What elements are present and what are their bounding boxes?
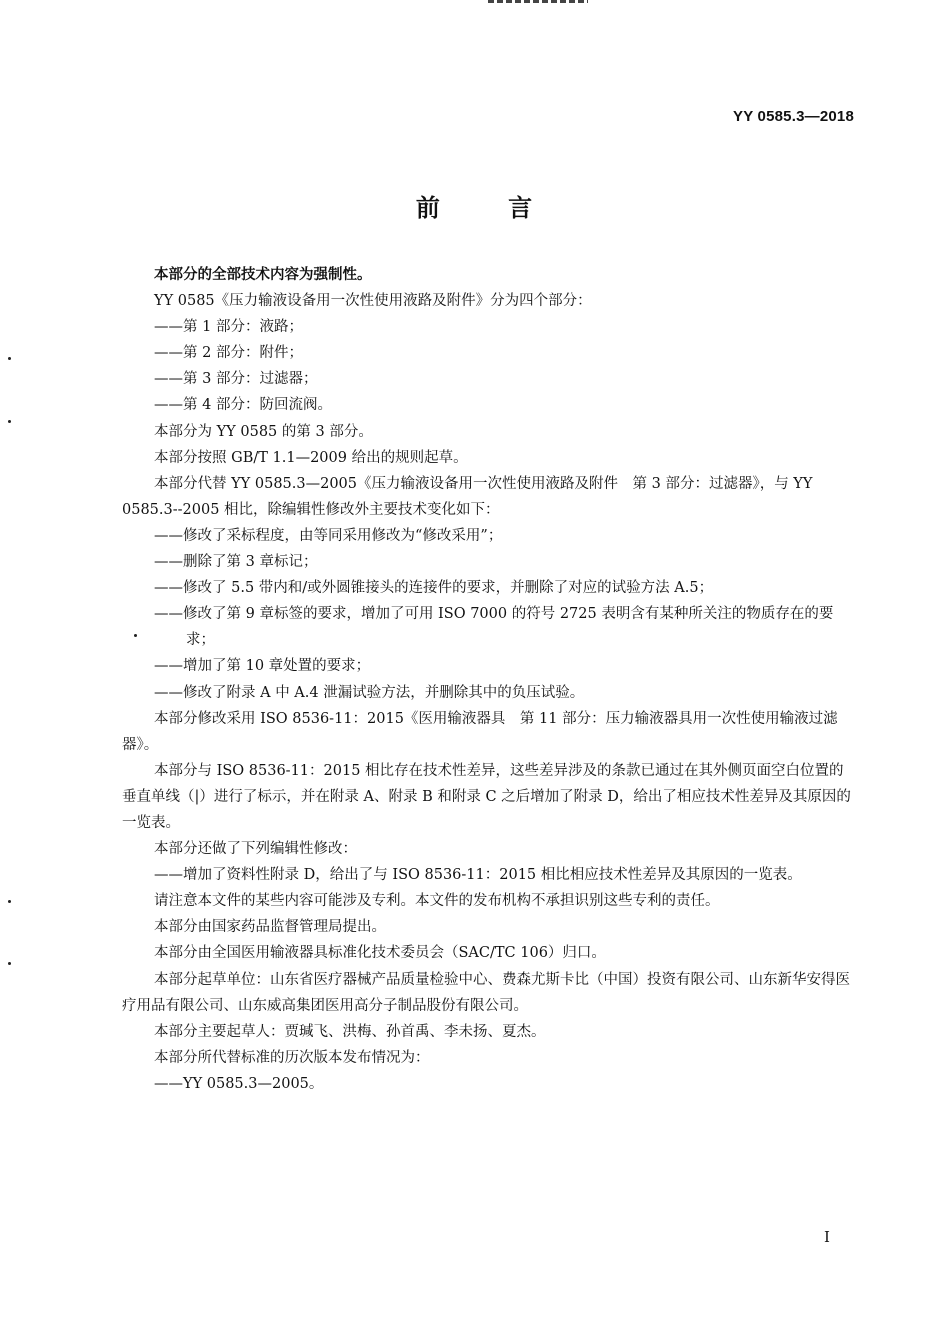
list-item: ——增加了第 10 章处置的要求； — [154, 658, 371, 675]
paragraph: 本部分为 YY 0585 的第 3 部分。 — [154, 423, 373, 440]
scan-speck — [134, 634, 137, 637]
list-item: ——第 4 部分：防回流阀。 — [154, 397, 332, 414]
scan-speck — [8, 420, 11, 423]
paragraph: 请注意本文件的某些内容可能涉及专利。本文件的发布机构不承担识别这些专利的责任。 — [154, 893, 720, 910]
paragraph: 本部分所代替标准的历次版本发布情况为： — [154, 1049, 430, 1066]
list-item: ——第 3 部分：过滤器； — [154, 371, 318, 388]
list-item: ——YY 0585.3—2005。 — [154, 1075, 324, 1092]
list-item: ——修改了附录 A 中 A.4 泄漏试验方法，并删除其中的负压试验。 — [154, 684, 585, 701]
paragraph: 本部分由全国医用输液器具标准化技术委员会（SAC/TC 106）归口。 — [154, 945, 606, 962]
list-item: ——修改了 5.5 带内和/或外圆锥接头的连接件的要求，并删除了对应的试验方法 A.5； — [154, 580, 714, 597]
list-item: ——第 1 部分：液路； — [154, 319, 303, 336]
scan-speck — [8, 900, 11, 903]
list-item: ——修改了采标程度，由等同采用修改为“修改采用”； — [154, 527, 503, 544]
page-title: 前 言 — [415, 194, 563, 222]
paragraph: 本部分由国家药品监督管理局提出。 — [154, 919, 386, 936]
paragraph: 本部分还做了下列编辑性修改： — [154, 841, 357, 858]
list-item: ——增加了资料性附录 D，给出了与 ISO 8536-11：2015 相比相应技术性差异及其原因的一览表。 — [154, 867, 802, 884]
scan-top-mark — [488, 0, 588, 3]
foreword-body — [122, 262, 853, 1097]
list-item: ——修改了第 9 章标签的要求，增加了可用 ISO 7000 的符号 2725 表明含有某种所关注的物质存在的要求； — [154, 606, 834, 649]
scan-speck — [8, 962, 11, 965]
list-item: ——第 2 部分：附件； — [154, 345, 303, 362]
paragraph: 本部分修改采用 ISO 8536-11：2015《医用输液器具 第 11 部分：压力输液器具用一次性使用输液过滤器》。 — [122, 710, 838, 753]
paragraph: 本部分按照 GB/T 1.1—2009 给出的规则起草。 — [154, 449, 468, 466]
paragraph: YY 0585《压力输液设备用一次性使用液路及附件》分为四个部分： — [154, 293, 592, 310]
page-number: I — [824, 1228, 830, 1246]
paragraph: 本部分主要起草人：贾瑊飞、洪梅、孙首禹、李未扬、夏杰。 — [154, 1023, 546, 1040]
list-item: ——删除了第 3 章标记； — [154, 554, 318, 571]
paragraph: 本部分代替 YY 0585.3—2005《压力输液设备用一次性使用液路及附件 第 3 部分：过滤器》，与 YY 0585.3--2005 相比，除编辑性修改外主要技术变化如下： — [122, 475, 813, 518]
paragraph: 本部分起草单位：山东省医疗器械产品质量检验中心、费森尤斯卡比（中国）投资有限公司、山东新华安得医疗用品有限公司、山东威高集团医用高分子制品股份有限公司。 — [122, 971, 850, 1014]
paragraph: 本部分与 ISO 8536-11：2015 相比存在技术性差异，这些差异涉及的条款已通过在其外侧页面空白位置的垂直单线（|）进行了标示，并在附录 A、附录 B 和附录 C 之后增加了附录 D，给出了相应技术性差异及其原因的一览表。 — [122, 762, 851, 831]
paragraph: 本部分的全部技术内容为强制性。 — [154, 266, 372, 283]
scan-speck — [8, 357, 11, 360]
standard-number: YY 0585.3—2018 — [733, 108, 854, 125]
